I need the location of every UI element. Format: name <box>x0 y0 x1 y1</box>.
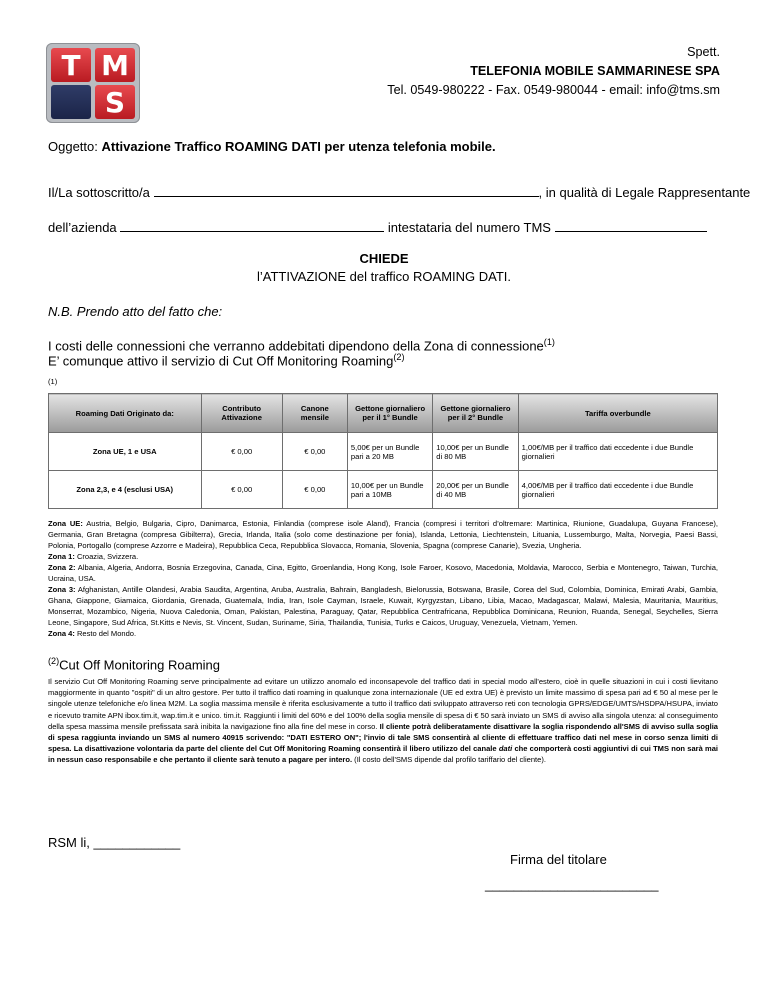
company-contacts: Tel. 0549-980222 - Fax. 0549-980044 - email: info@tms.sm <box>387 83 720 97</box>
zone-label: Zona 4: <box>48 629 75 638</box>
note-zone-text: I costi delle connessioni che verranno addebitati dipendono della Zona di connessione <box>48 338 544 354</box>
cutoff-text: Il servizio Cut Off Monitoring Roaming serve principalmente ad evitare un utilizzo anomalo ed inconsapevole del traffico dati in special modo all'estero, cioè in quelle situazioni in cui i costi lievitano maggiormente in quanto "ospiti" di un altro gestore. Per tutto il traffico dati roaming in qualunque zona internazionale (UE ed extra UE) è previsto un limite massimo di spesa pari ad € 50 al mese per le singole utenze telefoniche e/o linea M2M. La soglia massima mensile è riferita esclusivamente a tutto il traffico dati sviluppato attraverso reti con tecnologia GPRS/EDGE/UMTS/HSDPA/HSUPA, inviato e ricevuto tramite APN ibox.tim.it, wap.tim.it e unico. tim.it. Raggiunti i limiti del 60% e del 100% della soglia mensile di spesa di € 50 sarà inviato un SMS di avviso alla singola utenza: al conseguimento della spesa massima mensile prefissata sarà inibita la navigazione fino alla fine del mese in corso. <box>48 677 718 731</box>
zone-text: Croazia, Svizzera. <box>74 552 139 561</box>
table-cell: € 0,00 <box>201 471 282 509</box>
zone-text: Albania, Algeria, Andorra, Bosnia Erzegovina, Canada, Cina, Egitto, Groenlandia, Hong Kong, Isole Faroer, Kosovo, Macedonia, Moldavia, Marocco, Serbia e Montenegro, Taiwan, Turchia, Ucraina, USA. <box>48 563 718 583</box>
zone-item <box>48 562 718 584</box>
company-name: TELEFONIA MOBILE SAMMARINESE SPA <box>470 64 720 78</box>
subject-text: Attivazione Traffico ROAMING DATI per utenza telefonia mobile. <box>101 139 496 154</box>
table-cell: Zona 2,3, e 4 (esclusi USA) <box>49 471 202 509</box>
header-overbundle: Tariffa overbundle <box>518 394 717 433</box>
table-cell: € 0,00 <box>282 471 347 509</box>
roaming-tariff-table <box>48 393 718 509</box>
form-line1-end: , in qualità di Legale Rappresentante <box>538 185 751 200</box>
cutoff-bold-text: Il cliente potrà deliberatamente disattivare la soglia rispondendo all'SMS di avviso sulla soglia di spesa raggiunta inviando un SMS al numero 40915 scrivendo: "DATI ESTERO ON"; l'invio di tale SMS consentirà al cliente di effettuare traffico dati nel mese in corso senza limiti di spesa. La disattivazione volontaria da parte del cliente del Cut Off Monitoring Roaming consentirà il libero utilizzo del canale <box>48 721 718 754</box>
note-cutoff-ref: (2) <box>393 352 405 362</box>
header-first-bundle: Gettone giornaliero per il 1° Bundle <box>347 394 432 433</box>
table-row <box>49 433 718 471</box>
cutoff-heading <box>48 656 220 672</box>
note-zone <box>48 337 555 353</box>
cutoff-sms-note: (Il costo dell'SMS dipende dal profilo tariffario del cliente). <box>352 755 546 765</box>
cutoff-italic-word: dati <box>498 744 513 754</box>
zone-item <box>48 584 718 628</box>
header-origin: Roaming Dati Originato da: <box>49 394 202 433</box>
table-cell: 20,00€ per un Bundle di 40 MB <box>433 471 518 509</box>
cutoff-title: Cut Off Monitoring Roaming <box>59 657 221 673</box>
logo-letter-m: M <box>95 48 135 82</box>
zone-label: Zona 2: <box>48 563 76 572</box>
table-cell: € 0,00 <box>282 433 347 471</box>
form-line-1 <box>48 183 751 200</box>
signature-line[interactable]: ________________________ <box>485 877 659 892</box>
logo-letter-s: S <box>95 85 135 119</box>
company-field[interactable] <box>120 218 384 232</box>
note-cutoff-text: E’ comunque attivo il servizio di Cut Off Monitoring Roaming <box>48 353 394 369</box>
zone-text: Afghanistan, Antille Olandesi, Arabia Saudita, Argentina, Aruba, Australia, Bahrain, Bangladesh, Bielorussia, Botswana, Brasile, Corea del Sud, Colombia, Dominica, Emirati Arabi, Gambia, Ghana, Giappone, Giamaica, Giordania, Grenada, Guatemala, India, Iran, Isole Cayman, Israele, Kuwait, Kyrgyzstan, Libano, Libia, Macao, Madagascar, Malawi, Malesia, Mauritania, Mauritius, Monserrat, Mozambico, Nigeria, Nuova Caledonia, Oman, Pakistan, Palestina, Paraguay, Qatar, Repubblica Centrafricana, Repubblica Dominicana, Reunion, Ruanda, Senegal, Seychelles, Sierra Leone, Singapore, Sud Africa, St.Kitts e Nevis, St. Vincent, Sudan, Suriname, Siria, Thailandia, Tunisia, Turks e Caicos, Uruguay, Venezuela, Vietnam, Yemen. <box>48 585 718 627</box>
zone-item <box>48 628 718 639</box>
table-cell: 10,00€ per un Bundle di 80 MB <box>433 433 518 471</box>
table-cell: 10,00€ per un Bundle pari a 10MB <box>347 471 432 509</box>
table-cell: 5,00€ per un Bundle pari a 20 MB <box>347 433 432 471</box>
form-line2-mid: intestataria del numero TMS <box>387 220 551 235</box>
zone-label: Zona 1: <box>48 552 75 561</box>
table-row <box>49 471 718 509</box>
note-cutoff <box>48 352 405 368</box>
zone-item <box>48 518 718 551</box>
signature-label: Firma del titolare <box>510 852 607 867</box>
place-date-line: RSM li, ____________ <box>48 835 181 850</box>
recipient-block <box>387 43 720 100</box>
zone-label: Zona 3: <box>48 585 76 594</box>
form-line-2 <box>48 218 718 235</box>
subject-label: Oggetto: <box>48 139 102 154</box>
tms-number-field[interactable] <box>555 218 707 232</box>
note-zone-ref: (1) <box>543 337 555 347</box>
subject-line <box>48 139 496 154</box>
table-cell: 4,00€/MB per il traffico dati eccedente i due Bundle giornalieri <box>518 471 717 509</box>
header-activation-fee: Contributo Attivazione <box>201 394 282 433</box>
table-header-row <box>49 394 718 433</box>
zone-label: Zona UE: <box>48 519 83 528</box>
tms-logo <box>46 43 140 123</box>
greeting: Spett. <box>687 45 720 59</box>
header-second-bundle: Gettone giornaliero per il 2° Bundle <box>433 394 518 433</box>
request-text: l’ATTIVAZIONE del traffico ROAMING DATI. <box>256 269 512 284</box>
table-cell: 1,00€/MB per il traffico dati eccedente i due Bundle giornalieri <box>518 433 717 471</box>
zone-text: Resto del Mondo. <box>74 629 137 638</box>
table-cell: € 0,00 <box>201 433 282 471</box>
table-cell: Zona UE, 1 e USA <box>49 433 202 471</box>
request-title: CHIEDE <box>359 251 409 266</box>
form-line1-start: Il/La sottoscritto/a <box>48 185 150 200</box>
zones-list <box>48 518 718 639</box>
header-monthly-fee: Canone mensile <box>282 394 347 433</box>
cutoff-description <box>48 676 718 766</box>
zone-item <box>48 551 718 562</box>
cutoff-ref: (2) <box>48 656 60 666</box>
zone-text: Austria, Belgio, Bulgaria, Cipro, Danimarca, Estonia, Finlandia (comprese isole Aland), Francia (compresi i territori d’oltremare: Martinica, Riunione, Guadalupa, Guyana Francese), Germania, Gran Bretagna (compresa Gibilterra), Grecia, Irlanda, Italia (solo come destinazione per fonia), Islanda, Lettonia, Liechtenstein, Lituania, Lussemburgo, Malta, Norvegia, Paesi Bassi, Polonia, Portogallo (comprese Azzorre e Madeira), Repubblica Ceca, Repubblica Slovacca, Romania, Slovenia, Spagna (comprese Canarie), Svezia, Ungheria. <box>48 519 719 550</box>
name-field[interactable] <box>154 183 539 197</box>
table-footnote-ref: (1) <box>48 377 58 386</box>
logo-blank-tile <box>51 85 91 119</box>
nb-note: N.B. Prendo atto del fatto che: <box>48 304 223 319</box>
cutoff-bold-text-end: che comporterà costi aggiuntivi di cui TMS non sarà mai in nessun caso responsabile e che pertanto il cliente sarà tenuto a pagare per intero. <box>48 744 718 765</box>
form-line2-start: dell’azienda <box>48 220 117 235</box>
logo-letter-t: T <box>51 48 91 82</box>
